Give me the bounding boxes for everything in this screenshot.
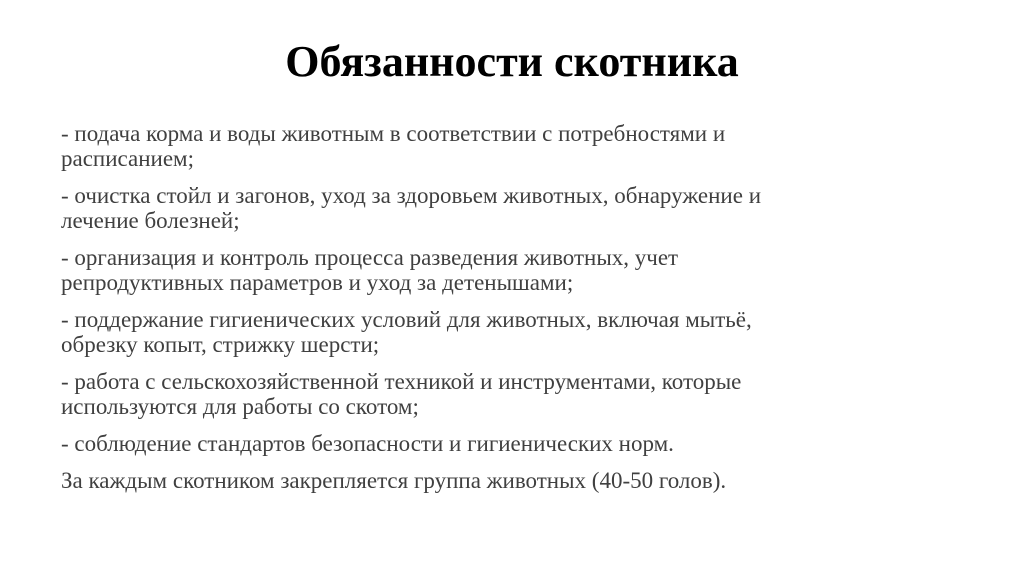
- duty-item-line: - очистка стойл и загонов, уход за здоровьем животных, обнаружение и: [61, 183, 762, 208]
- duty-item-line: - соблюдение стандартов безопасности и гигиенических норм.: [61, 431, 674, 456]
- duty-item: [61, 121, 941, 171]
- closing-note: [61, 468, 941, 493]
- duty-item-line: расписанием;: [61, 146, 195, 171]
- duty-item-line: используются для работы со скотом;: [61, 394, 419, 419]
- duty-item-line: - организация и контроль процесса разведения животных, учет: [61, 245, 679, 270]
- slide-title: Обязанности скотника: [285, 37, 739, 86]
- duty-item: [61, 183, 941, 233]
- duty-item-line: репродуктивных параметров и уход за детенышами;: [61, 270, 574, 295]
- closing-note-text: За каждым скотником закрепляется группа животных (40-50 голов).: [61, 468, 727, 493]
- duty-item: [61, 431, 941, 456]
- duty-item-line: обрезку копыт, стрижку шерсти;: [61, 332, 380, 357]
- duty-item-line: - подача корма и воды животным в соответствии с потребностями и: [61, 121, 726, 146]
- duty-item: [61, 307, 941, 357]
- slide-body: [61, 121, 941, 505]
- duty-item-line: - поддержание гигиенических условий для животных, включая мытьё,: [61, 307, 752, 332]
- duty-item-line: - работа с сельскохозяйственной техникой и инструментами, которые: [61, 369, 742, 394]
- duty-item-line: лечение болезней;: [61, 208, 240, 233]
- duty-item: [61, 245, 941, 295]
- duty-item: [61, 369, 941, 419]
